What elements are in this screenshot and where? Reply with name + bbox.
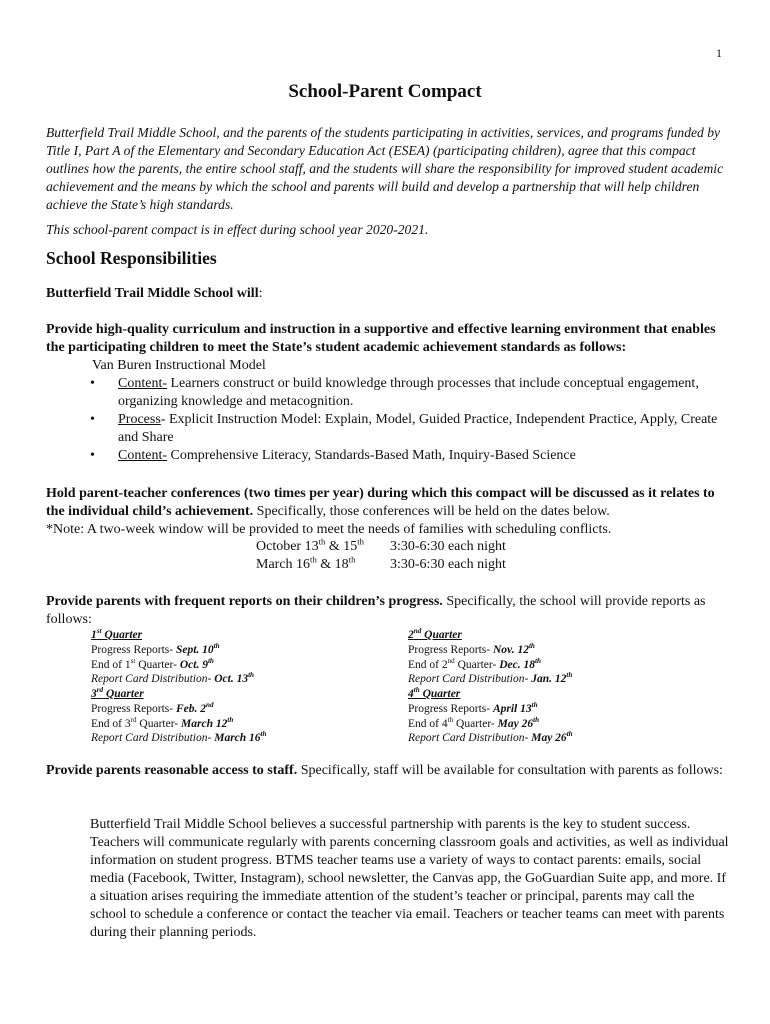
q-sup: nd bbox=[447, 656, 455, 665]
bullet-text: - Explicit Instruction Model: Explain, Model, Guided Practice, Independent Practice, Apply, Create and Share bbox=[118, 412, 718, 445]
access-section bbox=[46, 762, 731, 780]
q-text: Quarter- bbox=[454, 658, 500, 671]
q-text: Progress Reports- bbox=[91, 643, 176, 656]
bullet-text: Comprehensive Literacy, Standards-Based Math, Inquiry-Based Science bbox=[167, 448, 576, 463]
q-sup: th bbox=[260, 730, 267, 739]
q-sup: th bbox=[248, 671, 255, 680]
progress-reports-line bbox=[91, 643, 254, 658]
conf-sup: th bbox=[357, 536, 364, 547]
conf-date: & 18 bbox=[316, 557, 349, 572]
quarter-3 bbox=[91, 687, 267, 746]
school-will-bold: Butterfield Trail Middle School will bbox=[46, 286, 259, 301]
quarter-4 bbox=[408, 687, 573, 746]
q-text: End of 3 bbox=[91, 717, 131, 730]
bullet-icon: • bbox=[90, 412, 95, 427]
bullet-icon: • bbox=[90, 376, 95, 391]
q-sup: st bbox=[96, 627, 102, 636]
q-date: May 26 bbox=[531, 732, 567, 745]
quarter-heading bbox=[91, 687, 267, 702]
curriculum-lead: Provide high-quality curriculum and instruction in a supportive and effective learning environment that enables the participating children to meet the State’s student academic achievement standards as follows: bbox=[46, 322, 716, 355]
q-label: Quarter bbox=[421, 629, 462, 641]
conf-date: March 16 bbox=[256, 557, 311, 572]
q-sup: th bbox=[566, 671, 573, 680]
conference-dates-1 bbox=[256, 536, 364, 555]
q-sup: rd bbox=[96, 686, 104, 695]
effective-year-note: This school-parent compact is in effect during school year 2020-2021. bbox=[46, 222, 429, 237]
bullet-icon: • bbox=[90, 448, 95, 463]
q-text: Progress Reports- bbox=[91, 702, 176, 715]
conf-sup: th bbox=[310, 554, 317, 565]
conference-dates-2 bbox=[256, 554, 356, 573]
page-title: School-Parent Compact bbox=[288, 81, 482, 102]
q-date: Feb. 2 bbox=[175, 702, 206, 715]
access-lead: Provide parents reasonable access to staff. bbox=[46, 763, 298, 778]
q-date: Sept. 10 bbox=[175, 643, 214, 656]
q-sup: th bbox=[533, 715, 540, 724]
end-quarter-line bbox=[408, 658, 572, 673]
bullet-text: Learners construct or build knowledge through processes that include conceptual engagement, organizing knowledge and metacognition. bbox=[118, 376, 699, 409]
conferences-note: *Note: A two-week window will be provided to meet the needs of families with scheduling conflicts. bbox=[46, 522, 612, 537]
report-card-line bbox=[408, 672, 572, 687]
progress-reports-line bbox=[408, 643, 572, 658]
report-card-line bbox=[408, 731, 573, 746]
q-date: Dec. 18 bbox=[499, 658, 535, 671]
q-sup: th bbox=[531, 700, 538, 709]
q-date: March 16 bbox=[214, 732, 261, 745]
q-sup: nd bbox=[206, 700, 214, 709]
conferences-rest: Specifically, those conferences will be held on the dates below. bbox=[253, 504, 610, 519]
q-sup: th bbox=[227, 715, 234, 724]
q-sup: nd bbox=[413, 627, 422, 636]
q-num: 2 bbox=[408, 629, 414, 641]
q-date: May 26 bbox=[497, 717, 534, 730]
reports-section bbox=[46, 593, 731, 629]
q-sup: th bbox=[534, 656, 541, 665]
end-quarter-line bbox=[91, 658, 254, 673]
q-text: Report Card Distribution- bbox=[408, 732, 532, 745]
quarter-heading bbox=[408, 628, 572, 643]
q-sup: th bbox=[207, 656, 214, 665]
bullet-term: Content- bbox=[118, 376, 167, 391]
bullet-term: Content- bbox=[118, 448, 167, 463]
q-text: End of 2 bbox=[408, 658, 448, 671]
quarter-1 bbox=[91, 628, 254, 687]
list-item bbox=[46, 411, 731, 447]
q-text: Quarter- bbox=[453, 717, 498, 730]
q-num: 1 bbox=[91, 629, 97, 641]
conferences-section bbox=[46, 485, 731, 539]
page-number: 1 bbox=[716, 46, 722, 60]
access-rest: Specifically, staff will be available for consultation with parents as follows: bbox=[297, 763, 723, 778]
q-text: Report Card Distribution- bbox=[91, 673, 215, 686]
q-sup: th bbox=[413, 686, 420, 695]
progress-reports-line bbox=[91, 702, 267, 717]
list-item bbox=[46, 375, 731, 411]
conf-sup: th bbox=[348, 554, 356, 565]
conf-sup: th bbox=[318, 536, 326, 547]
curriculum-bullets bbox=[46, 375, 731, 465]
conf-date: & 15 bbox=[325, 539, 358, 554]
q-label: Quarter bbox=[101, 629, 143, 641]
intro-paragraph: Butterfield Trail Middle School, and the parents of the students participating in activities, services, and programs funded by Title I, Part A of the Elementary and Secondary Education Act (ESEA) (participating children), agree that this compact outlines how the parents, the entire school staff, and the students will share the responsibility for improved student academic achievement and the means by which the school and parents will build and develop a partnership that will help children achieve the State’s high standards. bbox=[46, 125, 724, 212]
q-date: Oct. 13 bbox=[214, 673, 249, 686]
q-num: 3 bbox=[91, 688, 97, 700]
report-card-line bbox=[91, 672, 254, 687]
q-text: Quarter- bbox=[136, 717, 182, 730]
quarter-2 bbox=[408, 628, 572, 687]
q-date: Jan. 12 bbox=[531, 673, 567, 686]
bullet-term: Process bbox=[118, 412, 161, 427]
q-label: Quarter bbox=[103, 688, 144, 700]
q-text: Report Card Distribution- bbox=[408, 673, 532, 686]
school-will-line bbox=[46, 286, 262, 302]
q-date: Nov. 12 bbox=[492, 643, 529, 656]
progress-reports-line bbox=[408, 702, 573, 717]
list-item bbox=[46, 447, 731, 465]
quarter-heading bbox=[408, 687, 573, 702]
q-sup: rd bbox=[130, 715, 137, 724]
q-text: Report Card Distribution- bbox=[91, 732, 215, 745]
instructional-model: Van Buren Instructional Model bbox=[92, 358, 266, 373]
q-num: 4 bbox=[408, 688, 414, 700]
curriculum-section bbox=[46, 321, 731, 465]
end-quarter-line bbox=[408, 717, 573, 732]
q-text: Progress Reports- bbox=[408, 643, 493, 656]
reports-rest: Specifically, the school will provide reports as follows: bbox=[46, 594, 706, 627]
conference-time-1: 3:30-6:30 each night bbox=[390, 539, 506, 554]
q-sup: th bbox=[447, 715, 454, 724]
q-label: Quarter bbox=[419, 688, 461, 700]
end-quarter-line bbox=[91, 717, 267, 732]
q-text: Progress Reports- bbox=[408, 702, 493, 715]
report-card-line bbox=[91, 731, 267, 746]
quarter-heading bbox=[91, 628, 254, 643]
school-will-colon: : bbox=[258, 286, 263, 301]
conf-date: October 13 bbox=[256, 539, 319, 554]
conferences-lead: Hold parent-teacher conferences (two times per year) during which this compact will be discussed as it relates to the individual child’s achievement. bbox=[46, 486, 715, 519]
q-sup: th bbox=[566, 730, 573, 739]
q-date: March 12 bbox=[181, 717, 228, 730]
q-text: End of 1 bbox=[91, 658, 131, 671]
section-heading: School Responsibilities bbox=[46, 248, 217, 268]
q-sup: th bbox=[213, 641, 220, 650]
q-sup: st bbox=[130, 656, 136, 665]
q-date: Oct. 9 bbox=[179, 658, 208, 671]
q-date: April 13 bbox=[492, 702, 532, 715]
q-sup: th bbox=[528, 641, 535, 650]
reports-lead: Provide parents with frequent reports on their children’s progress. bbox=[46, 594, 443, 609]
access-paragraph: Butterfield Trail Middle School believes a successful partnership with parents is the key to student success. Teachers will communicate regularly with parents concerning classroom goals and activities, as well as individual information on student progress. BTMS teacher teams use a variety of ways to contact parents: emails, social media (Facebook, Twitter, Instagram), school newsletter, the Canvas app, the GoGuardian Suite app, and more. If a situation arises requiring the immediate attention of the student’s teacher or principal, parents may call the school to schedule a conference or contact the teacher via email. Teachers or teacher teams can meet with parents during their planning periods. bbox=[90, 817, 729, 940]
conference-time-2: 3:30-6:30 each night bbox=[390, 557, 506, 572]
conferences-paragraph bbox=[46, 485, 731, 521]
q-text: Quarter- bbox=[135, 658, 180, 671]
q-text: End of 4 bbox=[408, 717, 448, 730]
